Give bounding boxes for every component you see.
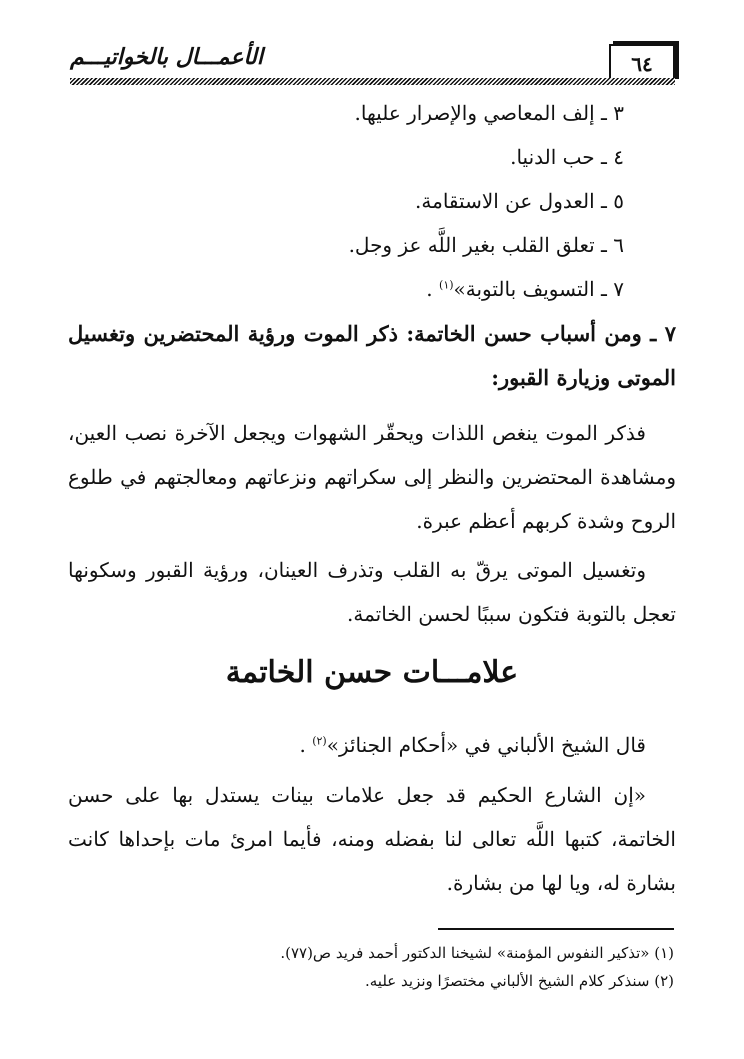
paragraph-line: [68, 733, 646, 757]
footnote-divider: [438, 928, 674, 930]
list-item-end: .: [426, 277, 440, 301]
footnote: (٢) سنذكر كلام الشيخ الألباني مختصرًا ونزيد عليه.: [365, 972, 674, 990]
paragraph-text: قال الشيخ الألباني في «أحكام الجنائز»: [326, 733, 646, 757]
section-heading: علامـــات حسن الخاتمة: [225, 655, 519, 690]
paragraph-line: فذكر الموت ينغص اللذات ويحقّر الشهوات ويجعل الآخرة نصب العين،: [68, 421, 646, 445]
list-item: ٤ ـ حب الدنيا.: [510, 145, 624, 169]
page-number: ٦٤: [609, 44, 675, 82]
header-divider: [70, 78, 675, 85]
paragraph-end: .: [299, 733, 313, 757]
paragraph-line: وتغسيل الموتى يرقّ به القلب وتذرف العينان، ورؤية القبور وسكونها: [68, 558, 646, 582]
paragraph-line: الخاتمة، كتبها اللَّه تعالى لنا بفضله ومنه، فأيما امرئ مات بإحداها كانت: [68, 827, 676, 851]
section-cause-7-line: ٧ ـ ومن أسباب حسن الخاتمة: ذكر الموت ورؤية المحتضرين وتغسيل: [68, 321, 676, 346]
paragraph-line: الروح وشدة كربهم أعظم عبرة.: [416, 509, 676, 533]
paragraph-line: بشارة له، ويا لها من بشارة.: [446, 871, 676, 895]
book-title: الأعمـــال بالخواتيـــم: [70, 44, 263, 70]
paragraph-line: «إن الشارع الحكيم قد جعل علامات بينات يستدل بها على حسن: [68, 783, 646, 807]
list-item: ٥ ـ العدول عن الاستقامة.: [415, 189, 624, 213]
paragraph-line: تعجل بالتوبة فتكون سببًا لحسن الخاتمة.: [347, 602, 676, 626]
list-item: [426, 277, 624, 301]
footnote-reference[interactable]: (٢): [312, 734, 327, 748]
page-header: [70, 40, 675, 90]
list-item-text: ٧ ـ التسويف بالتوبة»: [453, 277, 624, 301]
footnote: (١) «تذكير النفوس المؤمنة» لشيخنا الدكتور أحمد فريد ص(٧٧).: [280, 944, 674, 962]
list-item: ٦ ـ تعلق القلب بغير اللَّه عز وجل.: [348, 233, 624, 257]
paragraph-line: ومشاهدة المحتضرين والنظر إلى سكراتهم ونزعاتهم ومعالجتهم في طلوع: [68, 465, 676, 489]
section-cause-7-line: الموتى وزيارة القبور:: [491, 365, 676, 390]
footnote-reference[interactable]: (١): [439, 278, 454, 292]
list-item: ٣ ـ إلف المعاصي والإصرار عليها.: [354, 101, 624, 125]
